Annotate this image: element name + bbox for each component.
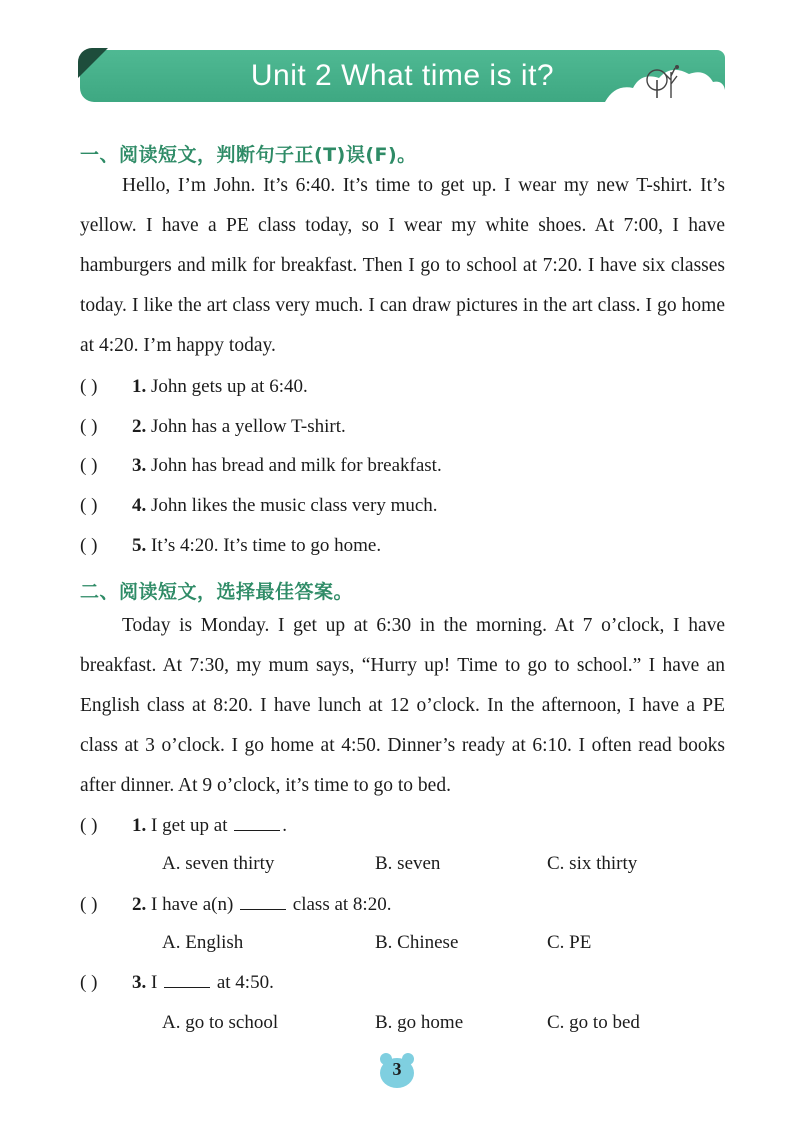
tf-question-3: [80, 455, 442, 477]
question-number: 1.: [132, 815, 147, 836]
answer-blank[interactable]: [164, 986, 210, 988]
option-b[interactable]: B. Chinese: [375, 932, 459, 953]
question-text-before: I: [146, 972, 163, 993]
option-b[interactable]: B. go home: [375, 1012, 464, 1033]
section2-title: 二、阅读短文，选择最佳答案。: [80, 581, 354, 603]
page-number-badge: [377, 1050, 417, 1090]
answer-paren[interactable]: ( ): [80, 416, 98, 437]
option-a[interactable]: A. go to school: [162, 1012, 279, 1033]
tf-question-4: [80, 495, 438, 517]
unit-banner: [80, 50, 725, 102]
unit-title: Unit 2 What time is it?: [250, 59, 555, 92]
answer-paren[interactable]: ( ): [80, 376, 98, 397]
answer-blank[interactable]: [234, 829, 280, 831]
tf-question-2: [80, 416, 346, 438]
question-text-before: I have a(n): [146, 894, 239, 915]
question-number: 5.: [132, 535, 147, 556]
option-a[interactable]: A. English: [162, 932, 244, 953]
mc-question-1: [80, 815, 287, 837]
question-text: John has a yellow T-shirt.: [146, 416, 346, 437]
question-text-after: at 4:50.: [212, 972, 274, 993]
question-number: 4.: [132, 495, 147, 516]
question-text: John has bread and milk for breakfast.: [146, 455, 442, 476]
answer-paren[interactable]: ( ): [80, 455, 98, 476]
tree-cloud-decoration: [605, 50, 725, 102]
question-number: 3.: [132, 972, 147, 993]
option-c[interactable]: C. six thirty: [547, 853, 638, 874]
section1-passage: [80, 166, 725, 366]
mc-question-3: [80, 972, 274, 994]
passage-text: Today is Monday. I get up at 6:30 in the morning. At 7 o’clock, I have breakfast. At 7:30, my mum says, “Hurry up! Time to go to school.” I have an English class at 8:20. I have lunch at 12 o’clock. In the afternoon, I have a PE class at 3 o’clock. I go home at 4:50. Dinner’s ready at 6:10. I often read books after dinner. At 9 o’clock, it’s time to go to bed.: [80, 615, 725, 796]
passage-text: Hello, I’m John. It’s 6:40. It’s time to get up. I wear my new T-shirt. It’s yellow. I have a PE class today, so I wear my white shoes. At 7:00, I have hamburgers and milk for breakfast. Then I go to school at 7:20. I have six classes today. I like the art class very much. I can draw pictures in the art class. I go home at 4:20. I’m happy today.: [80, 175, 725, 356]
option-b[interactable]: B. seven: [375, 853, 441, 874]
question-text-after: class at 8:20.: [288, 894, 392, 915]
section1-title: 一、阅读短文，判断句子正(T)误(F)。: [80, 144, 417, 166]
answer-paren[interactable]: ( ): [80, 535, 98, 556]
answer-paren[interactable]: ( ): [80, 894, 98, 915]
answer-paren[interactable]: ( ): [80, 495, 98, 516]
mc-question-2: [80, 894, 391, 916]
question-number: 2.: [132, 894, 147, 915]
question-number: 2.: [132, 416, 147, 437]
question-number: 3.: [132, 455, 147, 476]
question-text-after: .: [282, 815, 288, 836]
option-c[interactable]: C. go to bed: [547, 1012, 640, 1033]
question-text: John gets up at 6:40.: [146, 376, 308, 397]
page-number: 3: [392, 1059, 402, 1079]
section2-passage: [80, 606, 725, 806]
answer-paren[interactable]: ( ): [80, 815, 98, 836]
tf-question-1: [80, 376, 308, 398]
question-text-before: I get up at: [146, 815, 233, 836]
option-a[interactable]: A. seven thirty: [162, 853, 275, 874]
question-number: 1.: [132, 376, 147, 397]
answer-paren[interactable]: ( ): [80, 972, 98, 993]
tf-question-5: [80, 535, 381, 557]
question-text: It’s 4:20. It’s time to go home.: [146, 535, 382, 556]
question-text: John likes the music class very much.: [146, 495, 438, 516]
answer-blank[interactable]: [240, 908, 286, 910]
option-c[interactable]: C. PE: [547, 932, 592, 953]
